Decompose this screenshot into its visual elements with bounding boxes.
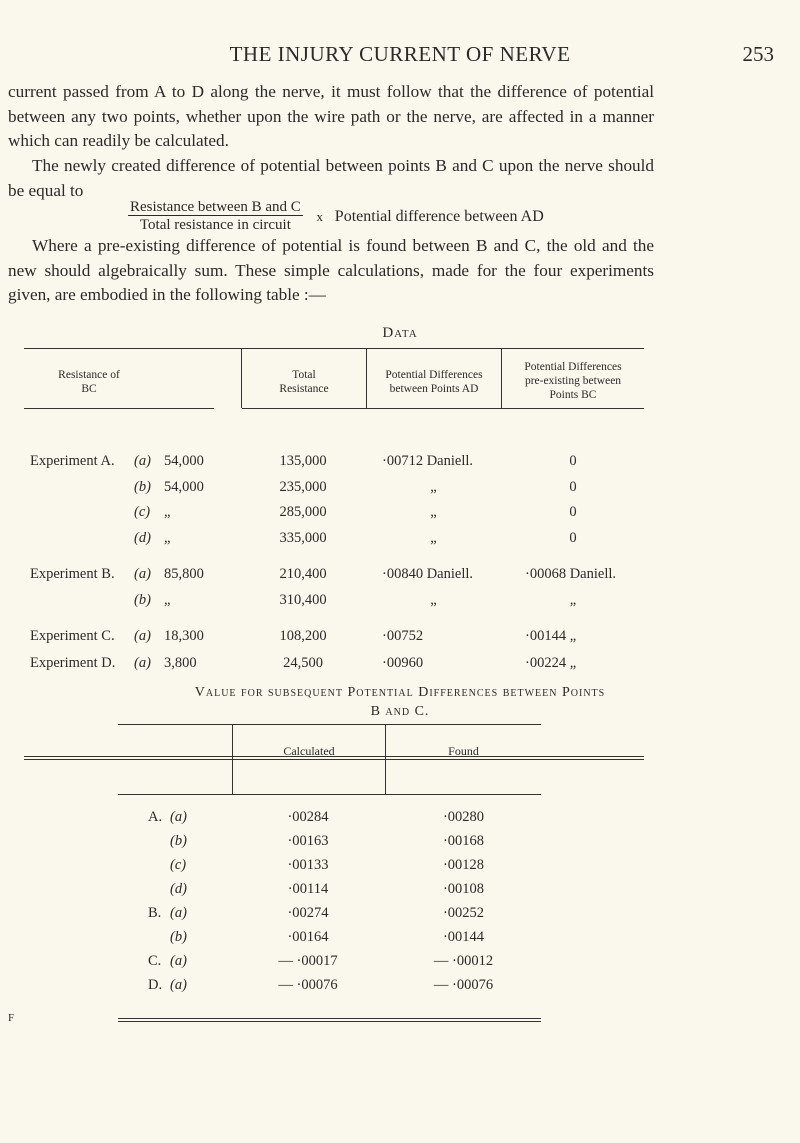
page-header: [0, 42, 800, 72]
experiment-sub: (a): [134, 566, 151, 582]
resistance-value: 3,800: [164, 655, 197, 671]
table-row: [118, 881, 541, 903]
running-title: THE INJURY CURRENT OF NERVE: [229, 42, 571, 66]
header-potential-bc: Potential Differences pre-existing between Points BC: [524, 361, 622, 401]
row-label: C.: [148, 953, 162, 969]
cell-calculated: ·00164: [287, 929, 329, 945]
experiment-sub: (a): [134, 628, 151, 644]
table-row: [118, 929, 541, 951]
experiment-label: Experiment D.: [30, 655, 116, 671]
cell-calculated: ·00114: [287, 881, 329, 897]
experiment-sub: (b): [134, 592, 151, 608]
cell-potential-ad: „: [430, 479, 437, 495]
table-row: [118, 977, 541, 999]
fraction-denominator: Total resistance in circuit: [139, 217, 291, 233]
cell-found: ·00108: [442, 881, 485, 897]
paragraph-1: current passed from A to D along the nerve, it must follow that the difference of potential between any two points, whether upon the wire path or the nerve, are affected in a manner which can readily be calculated.: [8, 82, 654, 150]
table-row: [118, 857, 541, 879]
value-heading-line1: Value for subsequent Potential Differences between Points: [194, 685, 606, 700]
resistance-value: 54,000: [164, 453, 204, 469]
cell-total-resistance: 24,500: [283, 655, 323, 671]
cell-potential-bc: 0: [569, 479, 577, 495]
table-row: [118, 953, 541, 975]
cell-total-resistance: 335,000: [279, 530, 327, 546]
signature-mark: F: [8, 1012, 15, 1024]
formula-rhs: Potential difference between AD: [334, 207, 544, 225]
cell-potential-bc: ·00144 „: [525, 628, 577, 644]
resistance-value: 54,000: [164, 479, 204, 495]
cell-found: ·00252: [442, 905, 485, 921]
table-row: [24, 453, 644, 475]
fraction: [128, 199, 303, 234]
table-rule: [385, 724, 386, 794]
cell-total-resistance: 235,000: [279, 479, 327, 495]
cell-potential-ad: ·00712 Daniell.: [382, 453, 474, 469]
table-row: [118, 833, 541, 855]
row-sub: (d): [170, 881, 187, 897]
header-resistance-bc: Resistance of BC: [58, 369, 120, 395]
table-row: [24, 530, 644, 552]
cell-calculated: ·00163: [287, 833, 329, 849]
table-rule: [24, 408, 214, 409]
table-rule: [118, 724, 541, 725]
experiment-sub: (b): [134, 479, 151, 495]
row-sub: (a): [170, 953, 187, 969]
resistance-value: „: [164, 504, 171, 520]
resistance-value: „: [164, 530, 171, 546]
paragraph-2: The newly created difference of potential between points B and C upon the nerve should be equal to: [8, 156, 654, 200]
cell-potential-ad: ·00960: [382, 655, 424, 671]
cell-total-resistance: 310,400: [279, 592, 327, 608]
table-row: [24, 628, 644, 650]
value-table: [118, 724, 541, 1024]
row-sub: (b): [170, 833, 187, 849]
cell-calculated: ·00284: [287, 809, 329, 825]
formula: [128, 199, 544, 234]
experiment-sub: (c): [134, 504, 151, 520]
row-sub: (c): [170, 857, 187, 873]
cell-potential-ad: „: [430, 530, 437, 546]
cell-potential-bc: 0: [569, 530, 577, 546]
cell-total-resistance: 285,000: [279, 504, 327, 520]
experiment-label: Experiment C.: [30, 628, 115, 644]
header-calculated: Calculated: [283, 744, 335, 758]
cell-calculated: ·00133: [287, 857, 329, 873]
resistance-value: 85,800: [164, 566, 204, 582]
row-sub: (a): [170, 905, 187, 921]
resistance-value: 18,300: [164, 628, 204, 644]
experiment-label: Experiment B.: [30, 566, 115, 582]
table-rule: [118, 1018, 541, 1019]
table-rule: [24, 348, 644, 349]
cell-potential-bc: „: [569, 592, 577, 608]
experiment-sub: (a): [134, 655, 151, 671]
row-label: D.: [148, 977, 163, 993]
cell-total-resistance: 108,200: [279, 628, 327, 644]
row-label: B.: [148, 905, 162, 921]
cell-total-resistance: 135,000: [279, 453, 327, 469]
page-number: 253: [742, 42, 774, 66]
cell-potential-bc: ·00068 Daniell.: [525, 566, 617, 582]
cell-potential-ad: „: [430, 592, 437, 608]
table-row: [118, 905, 541, 927]
cell-calculated: — ·00076: [278, 977, 338, 993]
cell-potential-bc: 0: [569, 453, 577, 469]
cell-found: ·00144: [442, 929, 485, 945]
cell-potential-ad: „: [430, 504, 437, 520]
resistance-value: „: [164, 592, 171, 608]
multiply-symbol: x: [316, 208, 324, 224]
row-label: A.: [148, 809, 163, 825]
value-heading: [0, 683, 800, 721]
cell-found: — ·00012: [433, 953, 494, 969]
table-row: [24, 504, 644, 526]
fraction-numerator: Resistance between B and C: [130, 199, 301, 215]
cell-potential-ad: ·00752: [382, 628, 424, 644]
table-row: [24, 592, 644, 614]
row-sub: (b): [170, 929, 187, 945]
table-rule: [118, 794, 541, 795]
data-heading: Data: [382, 325, 418, 341]
cell-potential-ad: ·00840 Daniell.: [382, 566, 474, 582]
cell-calculated: — ·00017: [278, 953, 338, 969]
header-potential-ad: Potential Differences between Points AD: [385, 369, 483, 395]
header-found: Found: [448, 744, 479, 758]
table-rule: [232, 724, 233, 794]
cell-found: ·00128: [442, 857, 485, 873]
experiment-label: Experiment A.: [30, 453, 115, 469]
cell-found: ·00168: [442, 833, 485, 849]
table-row: [118, 809, 541, 831]
cell-potential-bc: ·00224 „: [525, 655, 577, 671]
paragraph-3: Where a pre-existing difference of potential is found between B and C, the old and the new should algebraically sum. These simple calculations, made for the four experiments given, are embodied in the following table :—: [8, 236, 654, 304]
cell-potential-bc: 0: [569, 504, 577, 520]
cell-found: ·00280: [442, 809, 485, 825]
table-rule: [242, 408, 644, 409]
value-heading-line2: B and C.: [370, 704, 430, 719]
table-row: [24, 566, 644, 588]
row-sub: (a): [170, 809, 187, 825]
table-row: [24, 655, 644, 677]
row-sub: (a): [170, 977, 187, 993]
cell-found: — ·00076: [433, 977, 494, 993]
experiment-sub: (d): [134, 530, 151, 546]
table-rule: [118, 1021, 541, 1022]
experiment-sub: (a): [134, 453, 151, 469]
cell-total-resistance: 210,400: [279, 566, 327, 582]
cell-calculated: ·00274: [287, 905, 329, 921]
header-total-resistance: Total Resistance: [279, 369, 329, 395]
table-row: [24, 479, 644, 501]
